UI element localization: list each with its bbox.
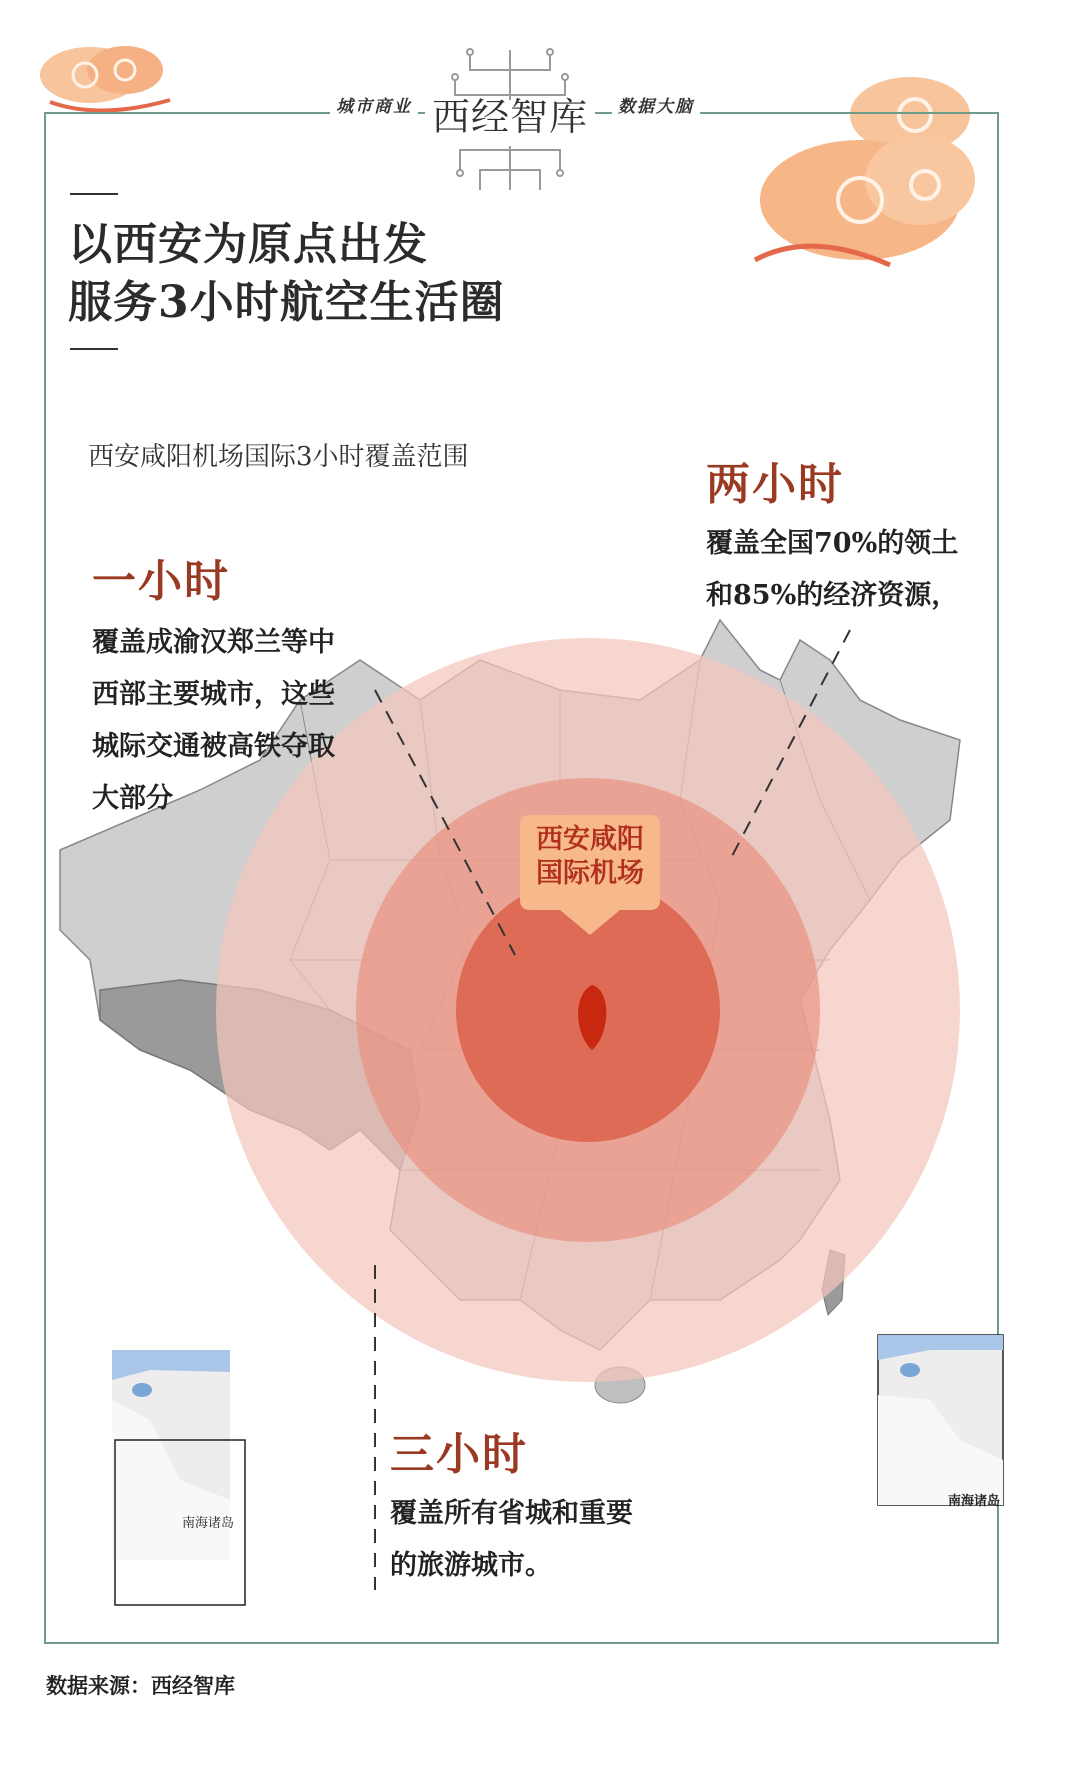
data-source: 数据来源：西经智库 <box>46 1673 235 1698</box>
header-left-tag: 城市商业 <box>330 92 418 117</box>
one-hour-line-2: 西部主要城市，这些 <box>92 679 335 710</box>
title-line-1: 以西安为原点出发 <box>68 219 428 270</box>
two-hour-block <box>706 448 996 622</box>
one-hour-line-1: 覆盖成渝汉郑兰等中 <box>92 627 335 658</box>
two-hour-line-1: 覆盖全国70%的领土 <box>706 528 959 559</box>
inset-label-left: 南海诸岛 <box>182 1516 235 1531</box>
three-hour-heading: 三小时 <box>390 1429 528 1480</box>
south-sea-inset-right <box>878 1335 1003 1505</box>
origin-label-line-1: 西安咸阳 <box>536 824 644 855</box>
two-hour-text <box>706 518 996 622</box>
two-hour-line-2: 和85%的经济资源， <box>706 580 959 611</box>
header-right-tag: 数据大脑 <box>612 92 700 117</box>
south-sea-inset-left <box>112 1350 245 1605</box>
three-hour-line-2: 的旅游城市。 <box>390 1550 552 1581</box>
inset-label-right: 南海诸岛 <box>948 1494 1001 1509</box>
one-hour-text <box>92 617 422 825</box>
brand-title: 西经智库 <box>432 95 589 139</box>
one-hour-heading: 一小时 <box>92 556 230 607</box>
two-hour-heading: 两小时 <box>706 459 844 510</box>
three-hour-block <box>390 1418 720 1592</box>
three-hour-text <box>390 1488 720 1592</box>
origin-label-line-2: 国际机场 <box>536 858 644 889</box>
one-hour-block <box>92 545 422 825</box>
origin-label <box>520 823 660 891</box>
one-hour-line-3: 城际交通被高铁夺取 <box>92 731 335 762</box>
three-hour-line-1: 覆盖所有省城和重要 <box>390 1498 633 1529</box>
map-subtitle: 西安咸阳机场国际3小时覆盖范围 <box>88 442 469 472</box>
title-line-2: 服务3小时航空生活圈 <box>68 277 505 328</box>
one-hour-line-4: 大部分 <box>92 783 173 814</box>
